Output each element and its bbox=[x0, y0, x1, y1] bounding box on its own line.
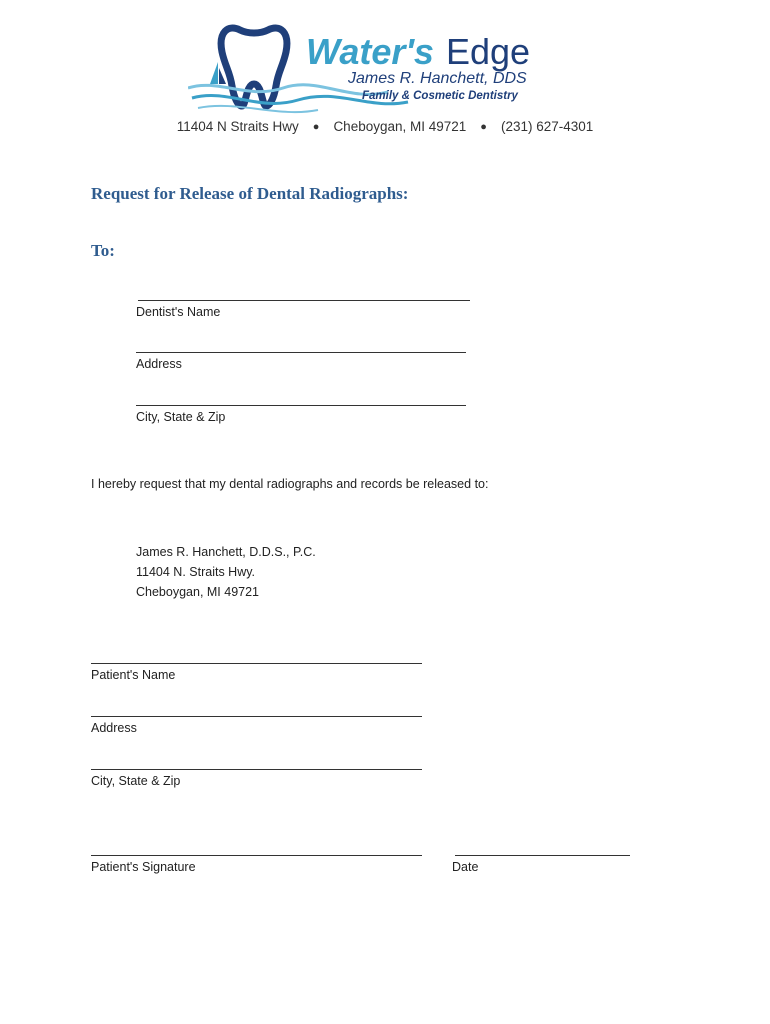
separator-dot: ● bbox=[480, 121, 487, 133]
dentist-address-label: Address bbox=[136, 357, 182, 371]
patient-city-label: City, State & Zip bbox=[91, 774, 181, 788]
patient-city-field[interactable] bbox=[91, 755, 422, 788]
date-field[interactable] bbox=[452, 841, 630, 874]
header-phone: (231) 627-4301 bbox=[500, 119, 594, 134]
dentist-city-label: City, State & Zip bbox=[136, 410, 226, 424]
signature-line bbox=[136, 391, 466, 406]
patient-address-field[interactable] bbox=[91, 702, 422, 735]
request-text: I hereby request that my dental radiographs and records be released to: bbox=[91, 477, 489, 491]
signature-line bbox=[138, 286, 470, 301]
release-to-address bbox=[136, 542, 316, 602]
date-label: Date bbox=[452, 860, 479, 874]
dentist-city-field[interactable] bbox=[136, 391, 466, 424]
patient-name-field[interactable] bbox=[91, 649, 422, 682]
dentist-name-label: Dentist's Name bbox=[136, 305, 221, 319]
patient-name-label: Patient's Name bbox=[91, 668, 176, 682]
signature-line bbox=[91, 702, 422, 717]
signature-line bbox=[136, 338, 466, 353]
sailboat-icon bbox=[210, 62, 218, 84]
release-line-1: James R. Hanchett, D.D.S., P.C. bbox=[136, 545, 316, 559]
signature-line bbox=[91, 755, 422, 770]
dentist-name-field[interactable] bbox=[138, 286, 470, 319]
release-line-3: Cheboygan, MI 49721 bbox=[136, 585, 260, 599]
brand-tagline: Family & Cosmetic Dentistry bbox=[362, 90, 518, 102]
form-title: Request for Release of Dental Radiographs: bbox=[91, 184, 409, 203]
header-city: Cheboygan, MI 49721 bbox=[333, 119, 467, 134]
practice-logo bbox=[188, 22, 588, 118]
to-heading: To: bbox=[91, 241, 115, 260]
patient-address-label: Address bbox=[91, 721, 137, 735]
brand-edge: Edge bbox=[446, 31, 531, 72]
signature-line bbox=[91, 649, 422, 664]
dentist-address-field[interactable] bbox=[136, 338, 466, 371]
header-address bbox=[0, 119, 770, 134]
brand-waters: Water's bbox=[306, 31, 434, 72]
patient-signature-label: Patient's Signature bbox=[91, 860, 196, 874]
signature-line bbox=[91, 841, 422, 856]
brand-doctor: James R. Hanchett, DDS bbox=[348, 70, 527, 87]
release-line-2: 11404 N. Straits Hwy. bbox=[136, 565, 256, 579]
signature-line bbox=[455, 841, 630, 856]
patient-signature-field[interactable] bbox=[91, 841, 422, 874]
separator-dot: ● bbox=[312, 121, 320, 133]
header-street: 11404 N Straits Hwy bbox=[176, 119, 299, 134]
tooth-icon bbox=[221, 28, 287, 106]
